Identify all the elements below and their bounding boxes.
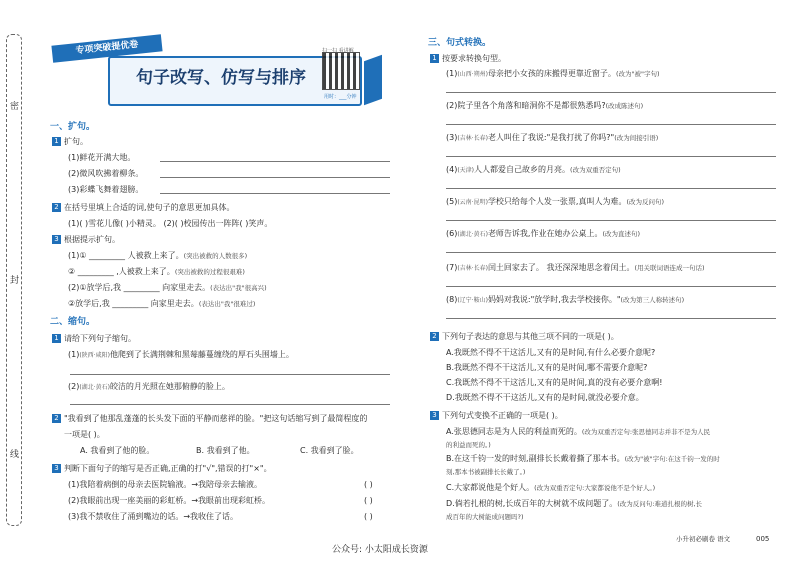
q9-option-b-text: B.在这千钧一发的时刻,副排长长戴着撕了那本书。 bbox=[446, 454, 625, 463]
q1-item-2: (2)微风吹拂着柳条。 bbox=[68, 169, 144, 178]
q9-option-d-note: (改为反问句:难道扎根的树,长 bbox=[617, 500, 703, 508]
q7-item-8-num: (8) bbox=[446, 295, 458, 304]
q7-item-7-num: (7) bbox=[446, 263, 458, 272]
answer-line[interactable] bbox=[70, 374, 390, 375]
q7-title bbox=[430, 54, 506, 64]
q3-item-2-note: (突出被救的过程很艰难) bbox=[174, 268, 245, 276]
q1-item-1: (1)鲜花开满大地。 bbox=[68, 153, 136, 162]
q6-mark-2[interactable]: ( ) bbox=[364, 496, 373, 505]
q7-item-8-source: (辽宁·鞍山) bbox=[457, 297, 488, 304]
q8-option-a[interactable]: A.我既然不得不干这活儿,又有的是时间,有什么必要介意呢? bbox=[446, 348, 656, 357]
seal-char-feng: 封 bbox=[10, 276, 20, 286]
q9-title-text: 下列句式变换不正确的一项是( )。 bbox=[442, 411, 563, 420]
answer-line[interactable] bbox=[446, 318, 776, 319]
q7-item-2-note: (改成陈述句) bbox=[605, 102, 644, 110]
q7-item-8-text: 妈妈对我说:"放学时,我去学校接你。" bbox=[487, 295, 621, 304]
q7-item-5-note: (改为反问句) bbox=[626, 198, 665, 206]
qr-code bbox=[322, 52, 360, 90]
q7-item-1 bbox=[446, 69, 660, 80]
q7-item-6-source: (湖北·黄石) bbox=[457, 231, 488, 238]
section-transform: 三、句式转换。 bbox=[428, 38, 492, 48]
q4-item-1 bbox=[68, 350, 294, 361]
q9-option-d-cont: 成百年的大树能成问题吗?) bbox=[446, 513, 524, 521]
q7-item-2-num: (2) bbox=[446, 101, 458, 110]
q7-item-1-num: (1) bbox=[446, 69, 458, 78]
footer-page: 005 bbox=[756, 535, 770, 543]
q9-option-a-text: A.张思德同志是为人民的利益而死的。 bbox=[446, 427, 582, 436]
q7-item-7-note: (用关联词语连成一句话) bbox=[634, 264, 705, 272]
q7-item-7 bbox=[446, 263, 705, 274]
q6-item-3: (3)我不禁收住了涌到嘴边的话。→我收住了话。 bbox=[68, 512, 239, 521]
q3-item-3-text: (2)①放学后,我 _________ 向家里走去。 bbox=[68, 283, 211, 292]
q6-item-1: (1)我陪着病倒的母亲去医院输液。→我陪母亲去输液。 bbox=[68, 480, 263, 489]
q4-number: 1 bbox=[52, 334, 61, 343]
q3-item-2 bbox=[68, 267, 245, 277]
q3-item-1 bbox=[68, 251, 247, 261]
q1-title bbox=[52, 137, 88, 147]
q7-title-text: 按要求转换句型。 bbox=[442, 54, 506, 63]
footer-wechat: 公众号: 小太阳成长资源 bbox=[332, 545, 428, 555]
q9-option-c-text: C.大家都说他是个好人。 bbox=[446, 483, 535, 492]
q8-title bbox=[430, 332, 619, 342]
answer-line[interactable] bbox=[446, 252, 776, 253]
q6-title bbox=[52, 464, 272, 474]
banner-accent bbox=[364, 55, 382, 106]
q7-item-1-text: 母亲把小女孩的床搬得更靠近窗子。 bbox=[487, 69, 616, 78]
q7-item-4 bbox=[446, 165, 621, 176]
answer-line[interactable] bbox=[446, 156, 776, 157]
q6-mark-1[interactable]: ( ) bbox=[364, 480, 373, 489]
q7-item-2-text: 院子里各个角落和暗洞你不是都很熟悉吗? bbox=[457, 101, 606, 110]
q1-title-text: 扩句。 bbox=[64, 137, 88, 146]
q7-item-5-source: (云南·昆明) bbox=[457, 199, 488, 206]
q9-option-b-note: (改为"被"字句:在这千钧一发的时 bbox=[624, 455, 720, 463]
q7-item-7-text: 闰土回家去了。 我还深深地思念着闰土。 bbox=[487, 263, 635, 272]
q4-item-1-source: (陕西·咸阳) bbox=[79, 352, 110, 359]
q8-title-text: 下列句子表达的意思与其他三项不同的一项是( )。 bbox=[442, 332, 619, 341]
q1-number: 1 bbox=[52, 137, 61, 146]
footer-brand: 小升初必刷卷 语文 bbox=[676, 535, 731, 543]
time-label: 用时：___分钟 bbox=[324, 94, 357, 100]
q3-item-4-note: (表达出"我"很难过) bbox=[198, 300, 256, 308]
q3-item-1-text: (1)① _________ 人被救上来了。 bbox=[68, 251, 184, 260]
q3-item-3 bbox=[68, 283, 267, 293]
banner bbox=[48, 38, 388, 118]
answer-line[interactable] bbox=[160, 193, 390, 194]
q9-title bbox=[430, 411, 563, 421]
q3-title-text: 根据提示扩句。 bbox=[64, 235, 120, 244]
q5-title bbox=[52, 414, 367, 424]
q5-option-a[interactable]: A. 我看到了他的脸。 bbox=[80, 446, 155, 455]
q7-item-2 bbox=[446, 101, 643, 111]
q5-title-text: "我看到了他那乱蓬蓬的长头发下面的平静而慈祥的脸。"把这句话缩写到了最简程度的 bbox=[64, 414, 368, 423]
q7-item-4-source: (天津) bbox=[457, 167, 475, 174]
answer-line[interactable] bbox=[446, 220, 776, 221]
q2-title bbox=[52, 203, 235, 213]
q9-option-a-note: (改为双重否定句:张思德同志并非不是为人民 bbox=[581, 428, 711, 436]
q7-item-3-text: 老人叫住了我说:"是我打扰了你吗?" bbox=[487, 133, 615, 142]
q3-item-2-text: ② _________ ,人被救上来了。 bbox=[68, 267, 175, 276]
q7-item-5 bbox=[446, 197, 664, 208]
q9-option-b[interactable] bbox=[446, 454, 720, 464]
seal-char-mi: 密 bbox=[10, 102, 20, 112]
q2-line: (1)( )雪花儿像( )小精灵。 (2)( )校园传出一阵阵( )笑声。 bbox=[68, 219, 273, 228]
q7-item-8-note: (改为第三人称转述句) bbox=[620, 296, 685, 304]
answer-line[interactable] bbox=[446, 124, 776, 125]
q6-mark-3[interactable]: ( ) bbox=[364, 512, 373, 521]
q7-item-6-text: 老师告诉我,作业在她办公桌上。 bbox=[487, 229, 603, 238]
q5-number: 2 bbox=[52, 414, 61, 423]
answer-line[interactable] bbox=[160, 177, 390, 178]
q4-item-2 bbox=[68, 382, 230, 393]
answer-line[interactable] bbox=[446, 188, 776, 189]
q7-item-4-text: 人人都爱自己故乡的月亮。 bbox=[474, 165, 571, 174]
q2-number: 2 bbox=[52, 203, 61, 212]
seal-char-xian: 线 bbox=[10, 450, 20, 460]
answer-line[interactable] bbox=[446, 92, 776, 93]
q5-option-b[interactable]: B. 我看到了他。 bbox=[196, 446, 255, 455]
q5-option-c[interactable]: C. 我看到了脸。 bbox=[300, 446, 359, 455]
q9-option-a-cont: 的利益而死的。) bbox=[446, 441, 491, 449]
q8-number: 2 bbox=[430, 332, 439, 341]
q6-title-text: 判断下面句子的缩写是否正确,正确的打"√",错误的打"×"。 bbox=[64, 464, 272, 473]
q9-option-d[interactable] bbox=[446, 499, 702, 509]
q9-option-b-cont: 刻,那本书被副排长长戴了。) bbox=[446, 468, 526, 476]
q7-item-3 bbox=[446, 133, 658, 144]
q4-item-2-source: (湖北·黄石) bbox=[79, 384, 110, 391]
q7-item-7-source: (吉林·长春) bbox=[457, 265, 488, 272]
section-expand: 一、扩句。 bbox=[50, 122, 96, 132]
q7-item-3-num: (3) bbox=[446, 133, 458, 142]
q3-item-4-text: ②放学后,我 _________ 向家里走去。 bbox=[68, 299, 199, 308]
q3-item-1-note: (突出被救的人数很多) bbox=[183, 252, 248, 260]
banner-tag-text: 专项突破提优卷 bbox=[75, 39, 139, 57]
q7-item-4-num: (4) bbox=[446, 165, 458, 174]
q7-number: 1 bbox=[430, 54, 439, 63]
q9-option-c-note: (改为双重否定句:大家都说他不是个好人。) bbox=[534, 484, 656, 492]
q8-option-b[interactable]: B.我既然不得不干这活儿,又有的是时间,哪不需要介意呢? bbox=[446, 363, 648, 372]
q7-item-5-num: (5) bbox=[446, 197, 458, 206]
q7-item-8 bbox=[446, 295, 684, 306]
q7-item-6 bbox=[446, 229, 640, 240]
answer-line[interactable] bbox=[70, 404, 390, 405]
answer-line[interactable] bbox=[160, 161, 390, 162]
section-shrink: 二、缩句。 bbox=[50, 317, 96, 327]
q9-option-d-text: D.倘若扎根的树,长成百年的大树就不成问题了。 bbox=[446, 499, 618, 508]
q7-item-4-note: (改为双重否定句) bbox=[570, 166, 621, 174]
q3-title bbox=[52, 235, 120, 245]
q3-item-3-note: (表达出"我"很高兴) bbox=[210, 284, 267, 292]
q3-number: 3 bbox=[52, 235, 61, 244]
q6-number: 3 bbox=[52, 464, 61, 473]
q4-item-2-text: 皎洁的月光照在她那俯静的脸上。 bbox=[109, 382, 230, 391]
q8-option-c[interactable]: C.我既然不得不干这活儿,又有的是时间,真的没有必要介意啊! bbox=[446, 378, 663, 387]
q6-item-2: (2)我眼前出现一座美丽的彩虹桥。→我眼前出现彩虹桥。 bbox=[68, 496, 271, 505]
q4-item-2-num: (2) bbox=[68, 382, 80, 391]
q9-option-a[interactable] bbox=[446, 427, 710, 437]
q7-item-1-source: (山西·朔州) bbox=[457, 71, 488, 78]
answer-line[interactable] bbox=[446, 286, 776, 287]
q1-item-3: (3)彩蝶飞舞着翅膀。 bbox=[68, 185, 144, 194]
q7-item-6-note: (改为直述句) bbox=[602, 230, 641, 238]
q4-title-text: 请给下列句子缩句。 bbox=[64, 334, 136, 343]
q7-item-6-num: (6) bbox=[446, 229, 458, 238]
q7-item-3-source: (吉林·长春) bbox=[457, 135, 488, 142]
q4-title bbox=[52, 334, 136, 344]
q4-item-1-num: (1) bbox=[68, 350, 80, 359]
q4-item-1-text: 他爬到了长满荆棘和黑莓藤蔓缠绕的厚石头围墙上。 bbox=[109, 350, 294, 359]
q7-item-3-note: (改为间接引语) bbox=[614, 134, 659, 142]
q8-option-d[interactable]: D.我既然不得不干这活儿,又有的是时间,就没必要介意。 bbox=[446, 393, 644, 402]
q7-item-1-note: (改为"被"字句) bbox=[615, 70, 660, 78]
q9-option-c[interactable] bbox=[446, 483, 655, 493]
qr-label: 扫一扫 看讲解 bbox=[322, 48, 354, 54]
banner-title: 句子改写、仿写与排序 bbox=[136, 68, 306, 88]
q7-item-5-text: 学校只给每个人发一张票,真叫人为难。 bbox=[487, 197, 627, 206]
q2-title-text: 在括号里填上合适的词,使句子的意思更加具体。 bbox=[64, 203, 235, 212]
q5-title-cont: 一项是( )。 bbox=[64, 430, 105, 439]
q9-number: 3 bbox=[430, 411, 439, 420]
q3-item-4 bbox=[68, 299, 255, 309]
